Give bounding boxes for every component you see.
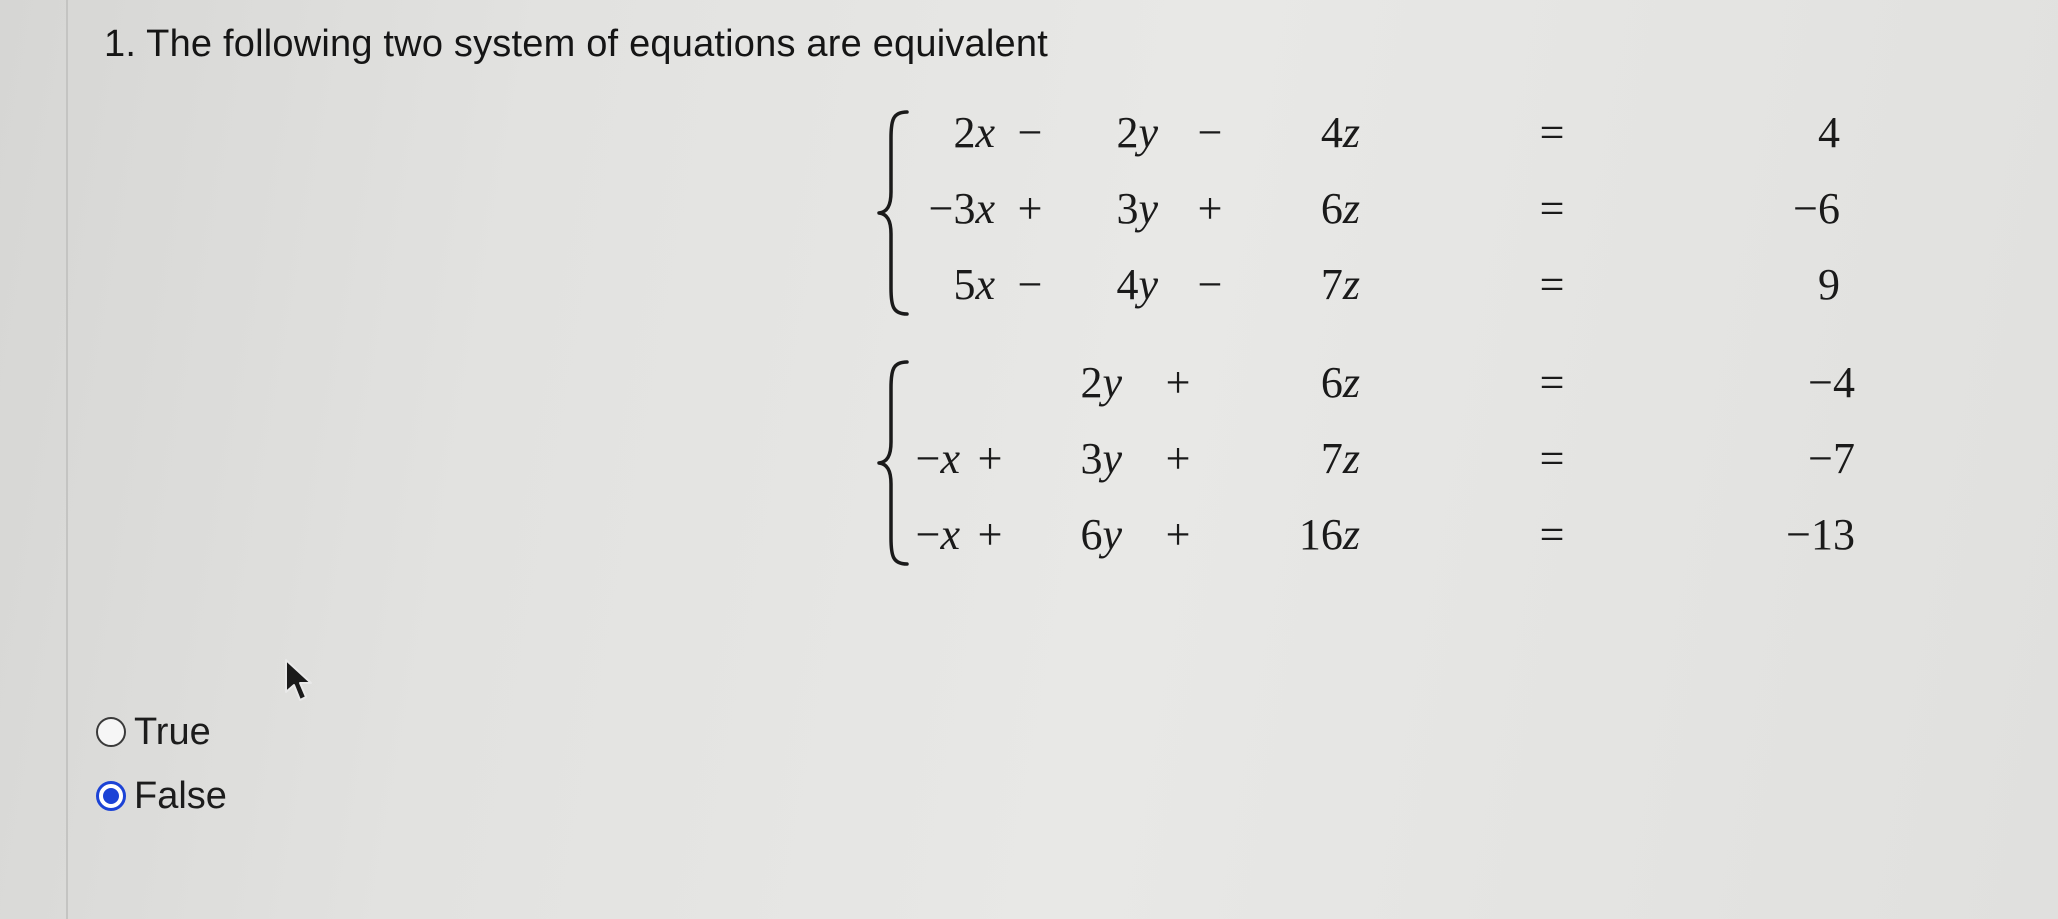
eq1-row3-op1: − [1017, 260, 1043, 309]
eq2-row3-x-term: −x [915, 510, 960, 559]
eq2-row3-op1: + [977, 510, 1003, 559]
eq2-row3-equals: = [1539, 510, 1565, 559]
eq1-row1-op2: − [1197, 108, 1223, 157]
eq1-row3-x-term: 5x [953, 260, 995, 309]
eq2-row1-y-term: 2y [1080, 358, 1122, 407]
eq2-row2-y-term: 3y [1080, 434, 1122, 483]
eq1-row1-rhs: 4 [1818, 108, 1840, 157]
eq1-row1-equals: = [1539, 108, 1565, 157]
eq1-row1-x-term: 2x [953, 108, 995, 157]
eq2-row2-z-term: 7z [1320, 434, 1360, 483]
eq1-row2-rhs: −6 [1793, 184, 1840, 233]
eq1-row3-op2: − [1197, 260, 1223, 309]
eq2-row3-z-term: 16z [1298, 510, 1360, 559]
option-true-label: True [134, 710, 211, 753]
eq1-row2-equals: = [1539, 184, 1565, 233]
eq1-row2-op1: + [1017, 184, 1043, 233]
eq2-row2-op1: + [977, 434, 1003, 483]
eq2-row1-equals: = [1539, 358, 1565, 407]
eq2-row3-rhs: −13 [1786, 510, 1855, 559]
eq1-row1-op1: − [1017, 108, 1043, 157]
radio-false-selected[interactable] [96, 781, 126, 811]
eq1-row1-z-term: 4z [1320, 108, 1360, 157]
eq2-row3-op2: + [1165, 510, 1191, 559]
eq1-row1-y-term: 2y [1116, 108, 1158, 157]
mouse-pointer-icon [283, 658, 319, 708]
eq1-row2-op2: + [1197, 184, 1223, 233]
eq1-row2-y-term: 3y [1116, 184, 1158, 233]
eq2-row2-x-term: −x [915, 434, 960, 483]
eq2-row2-equals: = [1539, 434, 1565, 483]
eq2-row1-z-term: 6z [1320, 358, 1360, 407]
option-false-label: False [134, 774, 227, 817]
option-true[interactable] [96, 700, 227, 764]
eq1-row3-equals: = [1539, 260, 1565, 309]
eq1-row3-rhs: 9 [1818, 260, 1840, 309]
eq2-row2-rhs: −7 [1808, 434, 1855, 483]
eq2-row2-op2: + [1165, 434, 1191, 483]
eq1-row3-z-term: 7z [1320, 260, 1360, 309]
content-left-divider [66, 0, 68, 919]
eq1-row2-z-term: 6z [1320, 184, 1360, 233]
eq2-row1-op2: + [1165, 358, 1191, 407]
eq1-row3-y-term: 4y [1116, 260, 1158, 309]
answer-options [96, 700, 227, 828]
question-title: 1. The following two system of equations are equivalent [104, 23, 1048, 65]
eq1-row2-x-term: −3x [928, 184, 995, 233]
radio-true[interactable] [96, 717, 126, 747]
eq2-row1-rhs: −4 [1808, 358, 1855, 407]
option-false[interactable] [96, 764, 227, 828]
eq2-row3-y-term: 6y [1080, 510, 1122, 559]
